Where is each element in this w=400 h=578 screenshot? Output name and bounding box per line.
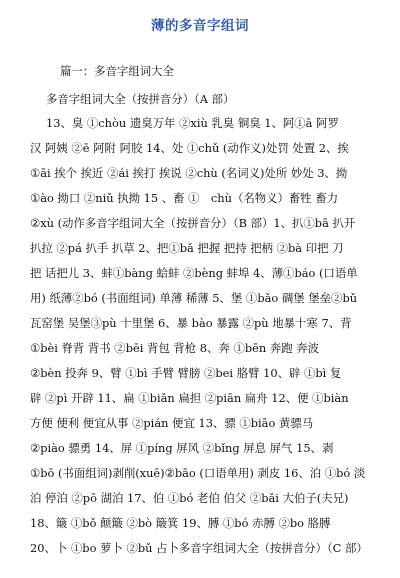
text-line: ①bèi 脊背 背书 ②bēi 背包 背枪 8、奔 ①bēn 奔跑 奔波	[30, 341, 320, 355]
page-title: 薄的多音字组词	[151, 18, 249, 34]
text-line: 用) 纸薄②bó (书面组词) 单薄 稀薄 5、堡 ①bǎo 碉堡 堡垒②bǔ	[30, 291, 358, 305]
text-line: ②bèn 投奔 9、臂 ①bì 手臂 臂膀 ②bei 胳臂 10、辟 ①bì 复	[30, 366, 342, 380]
text-line: 把 话把儿 3、蚌①bàng 蛤蚌 ②bèng 蚌埠 4、薄①báo (口语单	[30, 266, 358, 280]
text-line: 瓦窑堡 吴堡③pù 十里堡 6、暴 bào 暴露 ②pù 地暴十寒 7、背	[30, 316, 352, 330]
text-line: 18、簸 ①bǒ 颠簸 ②bò 簸箕 19、膊 ①bó 赤膊 ②bo 胳膊	[30, 516, 331, 530]
text-line: 13、臭 ①chòu 遗臭万年 ②xiù 乳臭 铜臭 1、阿①ā 阿罗	[46, 116, 339, 130]
text-line: ①āi 挨个 挨近 ②ái 挨打 挨说 ②chù (名词义)处所 妙处 3、拗	[30, 166, 348, 180]
text-line: ②xù (动作多音字组词大全（按拼音分）（B 部）1、扒①bā 扒开	[30, 216, 356, 230]
section-heading: 篇一：多音字组词大全	[60, 64, 174, 78]
text-line: 辟 ②pì 开辟 11、扁 ①biǎn 扁担 ②piān 扁舟 12、便 ①biàn	[30, 391, 349, 405]
text-line: ①bō (书面组词)剥削(xuē)②bāo (口语单用) 剥皮 16、泊 ①bó 淡	[30, 466, 366, 480]
text-line: 汉 阿姨 ②ē 阿附 阿胶 14、处 ①chǔ (动作义)处罚 处置 2、挨	[30, 141, 349, 155]
text-line: 方便 便利 便宜从事 ②pián 便宜 13、骠 ①biāo 黄骠马	[30, 416, 314, 430]
text-line: 泊 停泊 ②pō 湖泊 17、伯 ①bó 老伯 伯父 ②bǎi 大伯子(夫兄)	[30, 491, 349, 505]
text-line: ①ào 拗口 ②niǔ 执拗 15 、畜 ① chù（名物义）畜牲 畜力	[30, 191, 339, 205]
text-line: 扒拉 ②pá 扒手 扒草 2、把①bǎ 把握 把持 把柄 ②bà 印把 刀	[30, 241, 344, 255]
text-line: ②piào 骠勇 14、屏 ①píng 屏风 ②bǐng 屏息 屏气 15、剥	[30, 441, 334, 455]
intro-line: 多音字组词大全（按拼音分）（A 部）	[46, 92, 235, 106]
text-line: 20、卜 ①bo 萝卜 ②bǔ 占卜多音字组词大全（按拼音分）（C 部）	[30, 541, 368, 555]
